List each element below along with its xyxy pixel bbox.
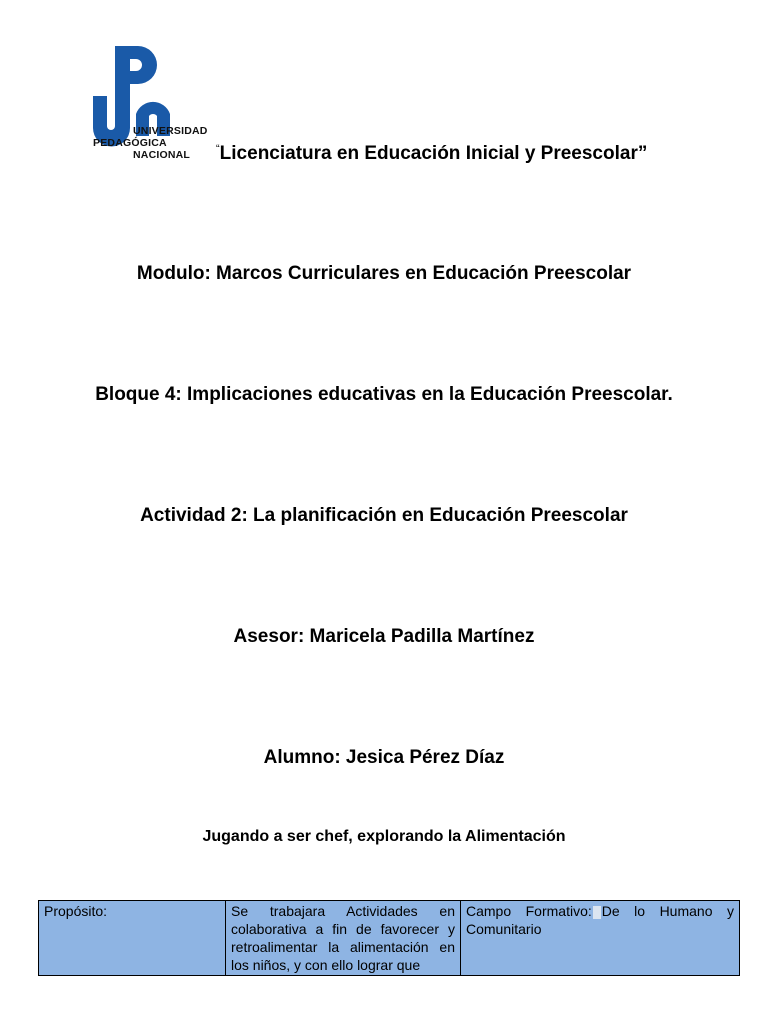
logo-text-line1: UNIVERSIDAD: [133, 125, 208, 137]
module-title: Modulo: Marcos Curriculares en Educación Preescolar: [136, 263, 632, 284]
advisor-name: Asesor: Maricela Padilla Martínez: [233, 626, 535, 647]
purpose-text: Se trabajara Actividades en colaborativa a fin de favorecer y retroalimentar la alimentación en los niños, y con ello lograr que: [231, 903, 455, 973]
field-value: De lo Humano y Comunitario: [466, 903, 734, 937]
planning-table: [38, 900, 740, 976]
program-title: [216, 143, 647, 165]
opening-quote: “: [216, 143, 220, 155]
purpose-label: Propósito:: [44, 903, 108, 919]
student-name: Alumno: Jesica Pérez Díaz: [263, 747, 505, 768]
purpose-text-cell: [226, 901, 461, 976]
logo-text-line2: PEDAGÓGICA: [93, 137, 167, 149]
logo-text-line3: NACIONAL: [133, 149, 191, 161]
program-title-text: Licenciatura en Educación Inicial y Preescolar”: [219, 143, 648, 164]
topic-title: Jugando a ser chef, explorando la Alimentación: [202, 828, 566, 845]
activity-title: Actividad 2: La planificación en Educación Preescolar: [140, 505, 628, 526]
block-title: Bloque 4: Implicaciones educativas en la Educación Preescolar.: [95, 384, 673, 405]
field-label: Campo Formativo:: [466, 903, 592, 919]
purpose-label-cell: [39, 901, 226, 976]
table-row: [39, 901, 740, 976]
field-cell: [461, 901, 740, 976]
field-marker: [593, 906, 601, 919]
